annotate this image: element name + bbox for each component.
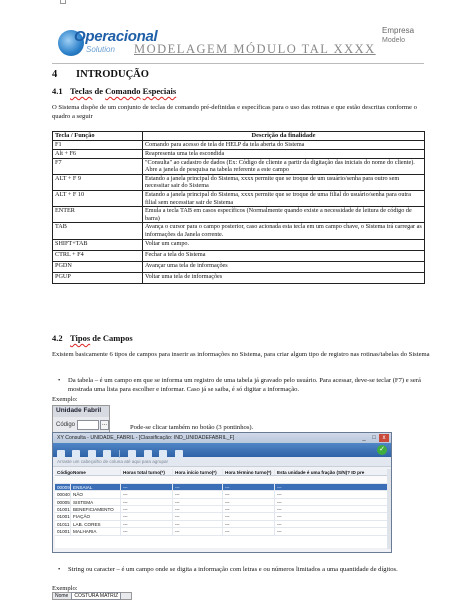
- grid-cell: ---: [275, 491, 389, 497]
- grid-cell: ---: [173, 484, 223, 490]
- grid-cell: SISTEMA: [71, 499, 121, 505]
- grid-cell: ---: [275, 528, 389, 534]
- key-cell: ALT + F 9: [53, 174, 143, 190]
- consulta-dialog: [52, 432, 392, 553]
- maximize-button[interactable]: □: [372, 435, 376, 441]
- document-header: [52, 22, 424, 62]
- key-cell: ALT + F 10: [53, 190, 143, 206]
- grid-cell: ---: [121, 506, 173, 512]
- nome-input[interactable]: COSTURA MATRIZ: [71, 592, 121, 600]
- grid-cell: ---: [223, 491, 275, 497]
- grid-cell: ---: [121, 528, 173, 534]
- heading-word: Comando: [105, 86, 141, 96]
- bullet-string: [58, 566, 430, 575]
- grid-cell: 01001: [57, 506, 70, 512]
- grid-cell: ---: [275, 513, 389, 519]
- grid-cell: ---: [223, 513, 275, 519]
- bullet-text: String ou caracter – é um campo onde se digita a informação com letras e ou números limitados a uma quantidade de dígitos.: [68, 566, 398, 573]
- bullet-icon: •: [58, 377, 61, 384]
- header-divider: [52, 63, 424, 64]
- command-keys-table: [52, 131, 425, 284]
- description-cell: Avançar uma tela de informações: [143, 261, 425, 272]
- grid-cell: ---: [121, 499, 173, 505]
- grid-cell: BENEFICIAMENTO: [71, 506, 121, 512]
- table-row[interactable]: [55, 484, 389, 491]
- grid-cell: ---: [121, 513, 173, 519]
- grid-cell: ENSAIAL: [71, 484, 121, 490]
- grid-scrollbar[interactable]: [387, 469, 391, 549]
- table-header-description: Descrição da finalidade: [143, 132, 425, 141]
- unidade-fabril-widget: [52, 405, 110, 435]
- example-label: Exemplo:: [52, 396, 78, 403]
- grid-cell: ---: [223, 521, 275, 527]
- table-row: [53, 239, 425, 250]
- heading-word: Teclas: [70, 86, 93, 96]
- grid-cell: ---: [173, 513, 223, 519]
- key-cell: F7: [53, 158, 143, 174]
- grid-icon[interactable]: [57, 450, 65, 458]
- section-4-2-paragraph: Existem basicamente 6 tipos de campos para inserir as informações no Sistema, para criar algum tipo de registro nas rotinas/tabelas do Sistema: [52, 351, 430, 358]
- column-header[interactable]: Horas total turno(*): [121, 469, 173, 475]
- copy-icon[interactable]: [159, 450, 167, 458]
- grid-cell: ---: [275, 499, 389, 505]
- heading-word: de Campos: [90, 333, 133, 343]
- grid-filter-row[interactable]: [55, 476, 389, 483]
- description-cell: Emula a tecla TAB em casos específicos (Normalmente quando existe a necessidade de leitura de código de barra): [143, 207, 425, 223]
- description-cell: Estando a janela principal do Sistema, xxxx permite que se troque de uma filial do usuário/senha para outra filial sem necessitar sair de Sistema: [143, 190, 425, 206]
- grid-cell: MALHARIA: [71, 528, 121, 534]
- grid-cell: 00040: [57, 492, 70, 498]
- section-number: 4.1: [52, 86, 63, 96]
- key-cell: CTRL + F4: [53, 250, 143, 261]
- section-number: 4.2: [52, 333, 63, 343]
- grid-cell: ---: [223, 506, 275, 512]
- column-header[interactable]: Nome: [71, 469, 121, 475]
- description-cell: Voltar um campo.: [143, 239, 425, 250]
- grid-cell: ---: [121, 521, 173, 527]
- grid-cell: ---: [121, 491, 173, 497]
- company-line-1: Empresa: [382, 26, 415, 35]
- group-by-hint: Arraste um cabeçalho de coluna até aqui para agrupar: [53, 457, 391, 467]
- table-row: [53, 174, 425, 190]
- results-grid: [55, 469, 389, 548]
- logo-text: Operacional: [74, 28, 158, 45]
- document-title: MODELAGEM MÓDULO TAL XXXX: [134, 42, 376, 56]
- dialog-title: XY Consulta - UNIDADE_FABRIL - [Classificação: IND_UNIDADEFABRIL_F]: [57, 435, 235, 441]
- table-row: [53, 190, 425, 206]
- description-cell: Fechar a tela do Sistema: [143, 250, 425, 261]
- column-header[interactable]: Hora término turno(*): [223, 469, 275, 475]
- table-row[interactable]: [55, 491, 389, 498]
- heading-word: Tipos: [70, 333, 91, 343]
- refresh-icon[interactable]: [144, 450, 152, 458]
- grid-cell: ---: [173, 528, 223, 534]
- table-row: [53, 223, 425, 239]
- key-cell: ENTER: [53, 207, 143, 223]
- table-row[interactable]: [55, 499, 389, 506]
- column-header[interactable]: Código: [57, 470, 73, 475]
- description-cell: Estando a janela principal do Sistema, xxxx permite que se troque de um usuário/senha para outro sem necessitar sair do Sistema: [143, 174, 425, 190]
- description-cell: Voltar uma tela de informações: [143, 272, 425, 283]
- grid-cell: 00009: [57, 484, 70, 490]
- grid-cell: ---: [275, 484, 389, 490]
- company-line-2: Modelo: [382, 37, 405, 44]
- grid-cell: ---: [121, 484, 173, 490]
- key-cell: Alt + F6: [53, 149, 143, 158]
- bullet-da-tabela: [58, 377, 430, 394]
- nome-label: Nome: [55, 593, 69, 599]
- description-cell: Avança o cursor para o campo posterior, caso acionada esta tecla em um campo chave, o Sistema irá carregar as informações da Janela corrente.: [143, 223, 425, 239]
- key-cell: PGUP: [53, 272, 143, 283]
- description-cell: "Consulta" ao cadastro de dados (Ex: Código de cliente a partir da digitação das iniciais do nome do cliente). Abre a janela de pesquisa na tabela referente a este campo: [143, 158, 425, 174]
- key-cell: PGDN: [53, 261, 143, 272]
- grid-cell: 01011: [57, 521, 70, 527]
- section-4-1-heading: [52, 86, 176, 96]
- table-row[interactable]: [55, 528, 389, 535]
- column-header[interactable]: Hora início turno(*): [173, 469, 223, 475]
- grid-empty-area: [55, 536, 389, 548]
- table-row: [53, 140, 425, 149]
- codigo-label: Código: [56, 422, 76, 428]
- table-row[interactable]: [55, 513, 389, 520]
- section-4-2-heading: [52, 333, 133, 343]
- grid-cell: 01001: [57, 514, 70, 520]
- key-cell: TAB: [53, 223, 143, 239]
- logo-subtext: Solution: [86, 45, 115, 54]
- close-button[interactable]: x: [379, 434, 389, 442]
- example-label-2: Exemplo:: [52, 585, 78, 592]
- table-row: [53, 149, 425, 158]
- key-cell: SHIFT+TAB: [53, 239, 143, 250]
- widget-title: Unidade Fabril: [53, 406, 109, 417]
- table-row: [53, 250, 425, 261]
- table-header-key: Tecla / Função: [53, 132, 143, 141]
- grid-cell: ---: [223, 484, 275, 490]
- heading-word: Especiais: [142, 86, 177, 96]
- toolbar-separator: [119, 450, 120, 458]
- description-cell: Comando para acesso de tela de HELP da tela aberta do Sistema: [143, 140, 425, 149]
- grid-cell: ---: [173, 499, 223, 505]
- lookup-button[interactable]: ...: [100, 420, 109, 430]
- nome-field-widget: [52, 592, 132, 600]
- filter-icon[interactable]: [103, 450, 111, 458]
- section-4-1-paragraph: O Sistema dispõe de um conjunto de teclas de comando pré-definidas e específicas para o uso das rotinas e que estão descritas conforme o quadro a seguir: [52, 104, 417, 120]
- key-cell: F1: [53, 140, 143, 149]
- grid-cell: LAB. CORES: [71, 521, 121, 527]
- codigo-input[interactable]: [77, 420, 99, 430]
- print-icon[interactable]: [128, 450, 136, 458]
- bullet-text: Da tabela – é um campo em que se informa um registro de uma tabela já gravado pelo usuário. Para acessar, deve-se teclar (F7) e será mostrada uma lista para escolher e informar. Caso já se saiba, é só digitar a informação.: [68, 377, 421, 393]
- table-row: [53, 261, 425, 272]
- bullet-icon: •: [58, 566, 61, 573]
- lookup-note: Pode-se clicar também no botão (3 pontinhos).: [130, 424, 254, 431]
- table-row: [53, 272, 425, 283]
- page-corner-mark: [60, 0, 66, 4]
- grid-cell: 00005: [57, 499, 70, 505]
- table-row[interactable]: [55, 506, 389, 513]
- column-header[interactable]: Esta unidade é uma fração (S/N)? ID pre: [275, 469, 389, 475]
- grid-cell: ---: [223, 499, 275, 505]
- grid-cell: ---: [275, 521, 389, 527]
- heading-word: de: [92, 86, 106, 96]
- company-logo: [382, 26, 426, 45]
- sort-icon[interactable]: [72, 450, 80, 458]
- cancel-icon[interactable]: [175, 450, 183, 458]
- grid-cell: ---: [223, 528, 275, 534]
- table-row: [53, 158, 425, 174]
- grid-cell: FIAÇÃO: [71, 513, 121, 519]
- dialog-title-bar: [53, 433, 391, 443]
- section-number: 4: [52, 69, 58, 80]
- description-cell: Reapresenta uma tela escondida: [143, 149, 425, 158]
- grid-cell: ---: [173, 506, 223, 512]
- grid-cell: 01001: [57, 529, 70, 535]
- confirm-button[interactable]: ✓: [377, 445, 387, 455]
- table-row[interactable]: [55, 521, 389, 528]
- window-buttons: [359, 434, 389, 442]
- arrow-down-icon[interactable]: [88, 450, 96, 458]
- section-title: INTRODUÇÃO: [76, 69, 149, 80]
- table-row: [53, 207, 425, 223]
- dialog-toolbar: [53, 443, 391, 457]
- grid-cell: ---: [173, 491, 223, 497]
- minimize-button[interactable]: _: [362, 435, 366, 441]
- grid-cell: NÃO: [71, 491, 121, 497]
- section-4-heading: [52, 69, 149, 80]
- grid-header-row: [55, 469, 389, 476]
- grid-cell: ---: [275, 506, 389, 512]
- grid-cell: ---: [173, 521, 223, 527]
